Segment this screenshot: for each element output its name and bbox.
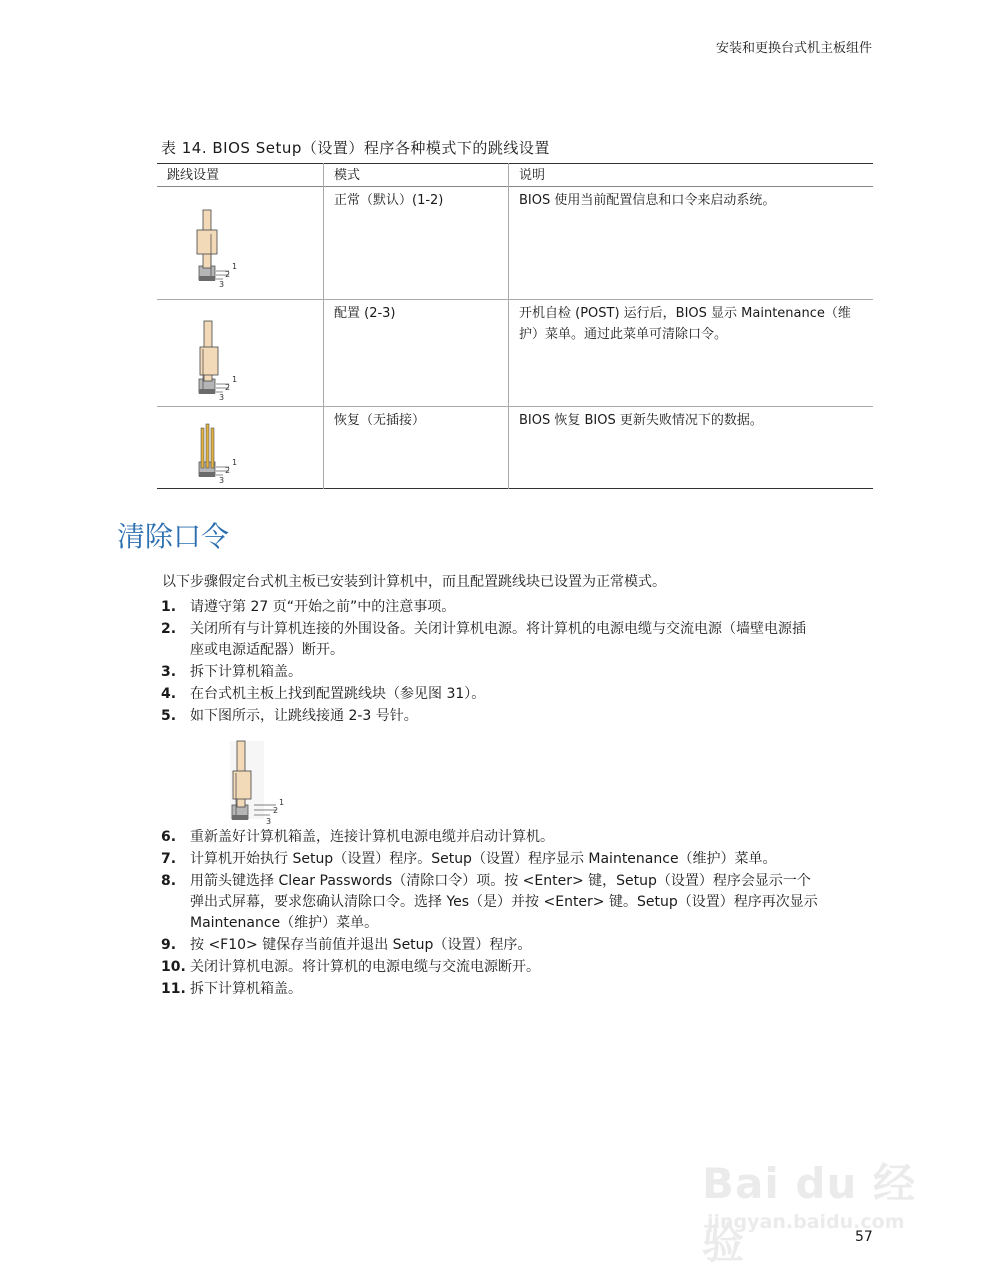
- list-item: [161, 597, 810, 618]
- table-row: [157, 300, 873, 407]
- list-item: [161, 827, 890, 848]
- pin-label-3: 3: [266, 817, 272, 826]
- list-item: [161, 871, 820, 934]
- step-number: 1.: [161, 599, 177, 615]
- header-title: 安装和更换台式机主板组件: [715, 41, 872, 56]
- watermark-brand: Bai du 经验: [702, 1159, 916, 1268]
- pin-label-1: 1: [279, 798, 285, 807]
- list-item: [161, 706, 810, 727]
- step-number: 7.: [161, 851, 177, 867]
- pin-label-3: 3: [219, 476, 225, 485]
- table-row: [157, 187, 873, 300]
- table-caption: 表 14. BIOS Setup（设置）程序各种模式下的跳线设置: [161, 139, 550, 157]
- jumper-cell: [157, 300, 324, 407]
- list-item: [161, 935, 890, 956]
- column-header-mode: 模式: [324, 164, 509, 187]
- mode-cell: 恢复（无插接）: [324, 407, 509, 489]
- step-text: 在台式机主板上找到配置跳线块（参见图 31）。: [190, 686, 486, 702]
- pin-label-2: 2: [225, 383, 231, 392]
- list-item: [161, 619, 810, 661]
- step-text: 拆下计算机箱盖。: [190, 981, 302, 997]
- list-item: [161, 979, 890, 1000]
- watermark: [702, 1133, 932, 1268]
- list-item: [161, 684, 810, 705]
- pin-label-3: 3: [219, 280, 225, 288]
- pin-label-2: 2: [225, 270, 231, 279]
- step-text: 重新盖好计算机箱盖，连接计算机电源电缆并启动计算机。: [190, 829, 554, 845]
- description-cell: BIOS 恢复 BIOS 更新失败情况下的数据。: [509, 407, 874, 489]
- column-header-jumper: 跳线设置: [167, 168, 220, 183]
- step-text: 如下图所示，让跳线接通 2-3 号针。: [190, 708, 418, 724]
- table-header-row: [157, 164, 873, 187]
- jumper-cell: [157, 407, 324, 489]
- step-number: 5.: [161, 708, 177, 724]
- pin-label-3: 3: [219, 393, 225, 401]
- jumper-settings-table: [157, 163, 873, 489]
- pin-label-1: 1: [232, 375, 238, 384]
- jumper-config-illustration: [185, 309, 247, 401]
- list-item: [161, 957, 890, 978]
- list-item: [161, 849, 890, 870]
- section-title: 清除口令: [117, 520, 230, 553]
- pin-label-1: 1: [232, 262, 238, 271]
- step-text: 按 <F10> 键保存当前值并退出 Setup（设置）程序。: [190, 937, 532, 953]
- step-number: 3.: [161, 664, 177, 680]
- jumper-2-3-illustration: [228, 735, 290, 827]
- jumper-normal-illustration: [185, 196, 247, 288]
- step-text: 拆下计算机箱盖。: [190, 664, 302, 680]
- pin-label-2: 2: [225, 466, 231, 475]
- step-text: 用箭头键选择 Clear Passwords（清除口令）项。按 <Enter> 键，Setup（设置）程序会显示一个弹出式屏幕，要求您确认清除口令。选择 Yes（是）并按 <Enter> 键。Setup（设置）程序再次显示 Maintenance（维护）菜单。: [190, 873, 818, 931]
- steps-list: [161, 597, 810, 728]
- list-item: [161, 662, 810, 683]
- page-number: 57: [855, 1229, 873, 1245]
- watermark-url: jingyan.baidu.com: [707, 1211, 905, 1233]
- step-text: 请遵守第 27 页“开始之前”中的注意事项。: [190, 599, 456, 615]
- intro-paragraph: 以下步骤假定台式机主板已安装到计算机中，而且配置跳线块已设置为正常模式。: [162, 574, 666, 590]
- step-number: 9.: [161, 937, 177, 953]
- table-row: [157, 407, 873, 489]
- step-number: 4.: [161, 686, 177, 702]
- step-text: 计算机开始执行 Setup（设置）程序。Setup（设置）程序显示 Maintenance（维护）菜单。: [190, 851, 777, 867]
- mode-cell: 正常（默认）(1-2): [324, 187, 509, 300]
- jumper-cell: [157, 187, 324, 300]
- step-number: 2.: [161, 621, 177, 637]
- column-header-description: 说明: [509, 164, 874, 187]
- pin-label-2: 2: [273, 806, 279, 815]
- step-number: 8.: [161, 873, 177, 889]
- step-number: 11.: [161, 981, 186, 997]
- step-number: 10.: [161, 959, 186, 975]
- description-cell: BIOS 使用当前配置信息和口令来启动系统。: [509, 187, 874, 300]
- step-number: 6.: [161, 829, 177, 845]
- jumper-recovery-illustration: [185, 416, 247, 486]
- pin-label-1: 1: [232, 458, 238, 467]
- steps-list: [161, 827, 890, 1001]
- description-cell: 开机自检 (POST) 运行后，BIOS 显示 Maintenance（维护）菜单。通过此菜单可清除口令。: [509, 300, 874, 407]
- step-text: 关闭所有与计算机连接的外围设备。关闭计算机电源。将计算机的电源电缆与交流电源（墙壁电源插座或电源适配器）断开。: [190, 621, 806, 658]
- mode-cell: 配置 (2-3): [324, 300, 509, 407]
- step-text: 关闭计算机电源。将计算机的电源电缆与交流电源断开。: [190, 959, 540, 975]
